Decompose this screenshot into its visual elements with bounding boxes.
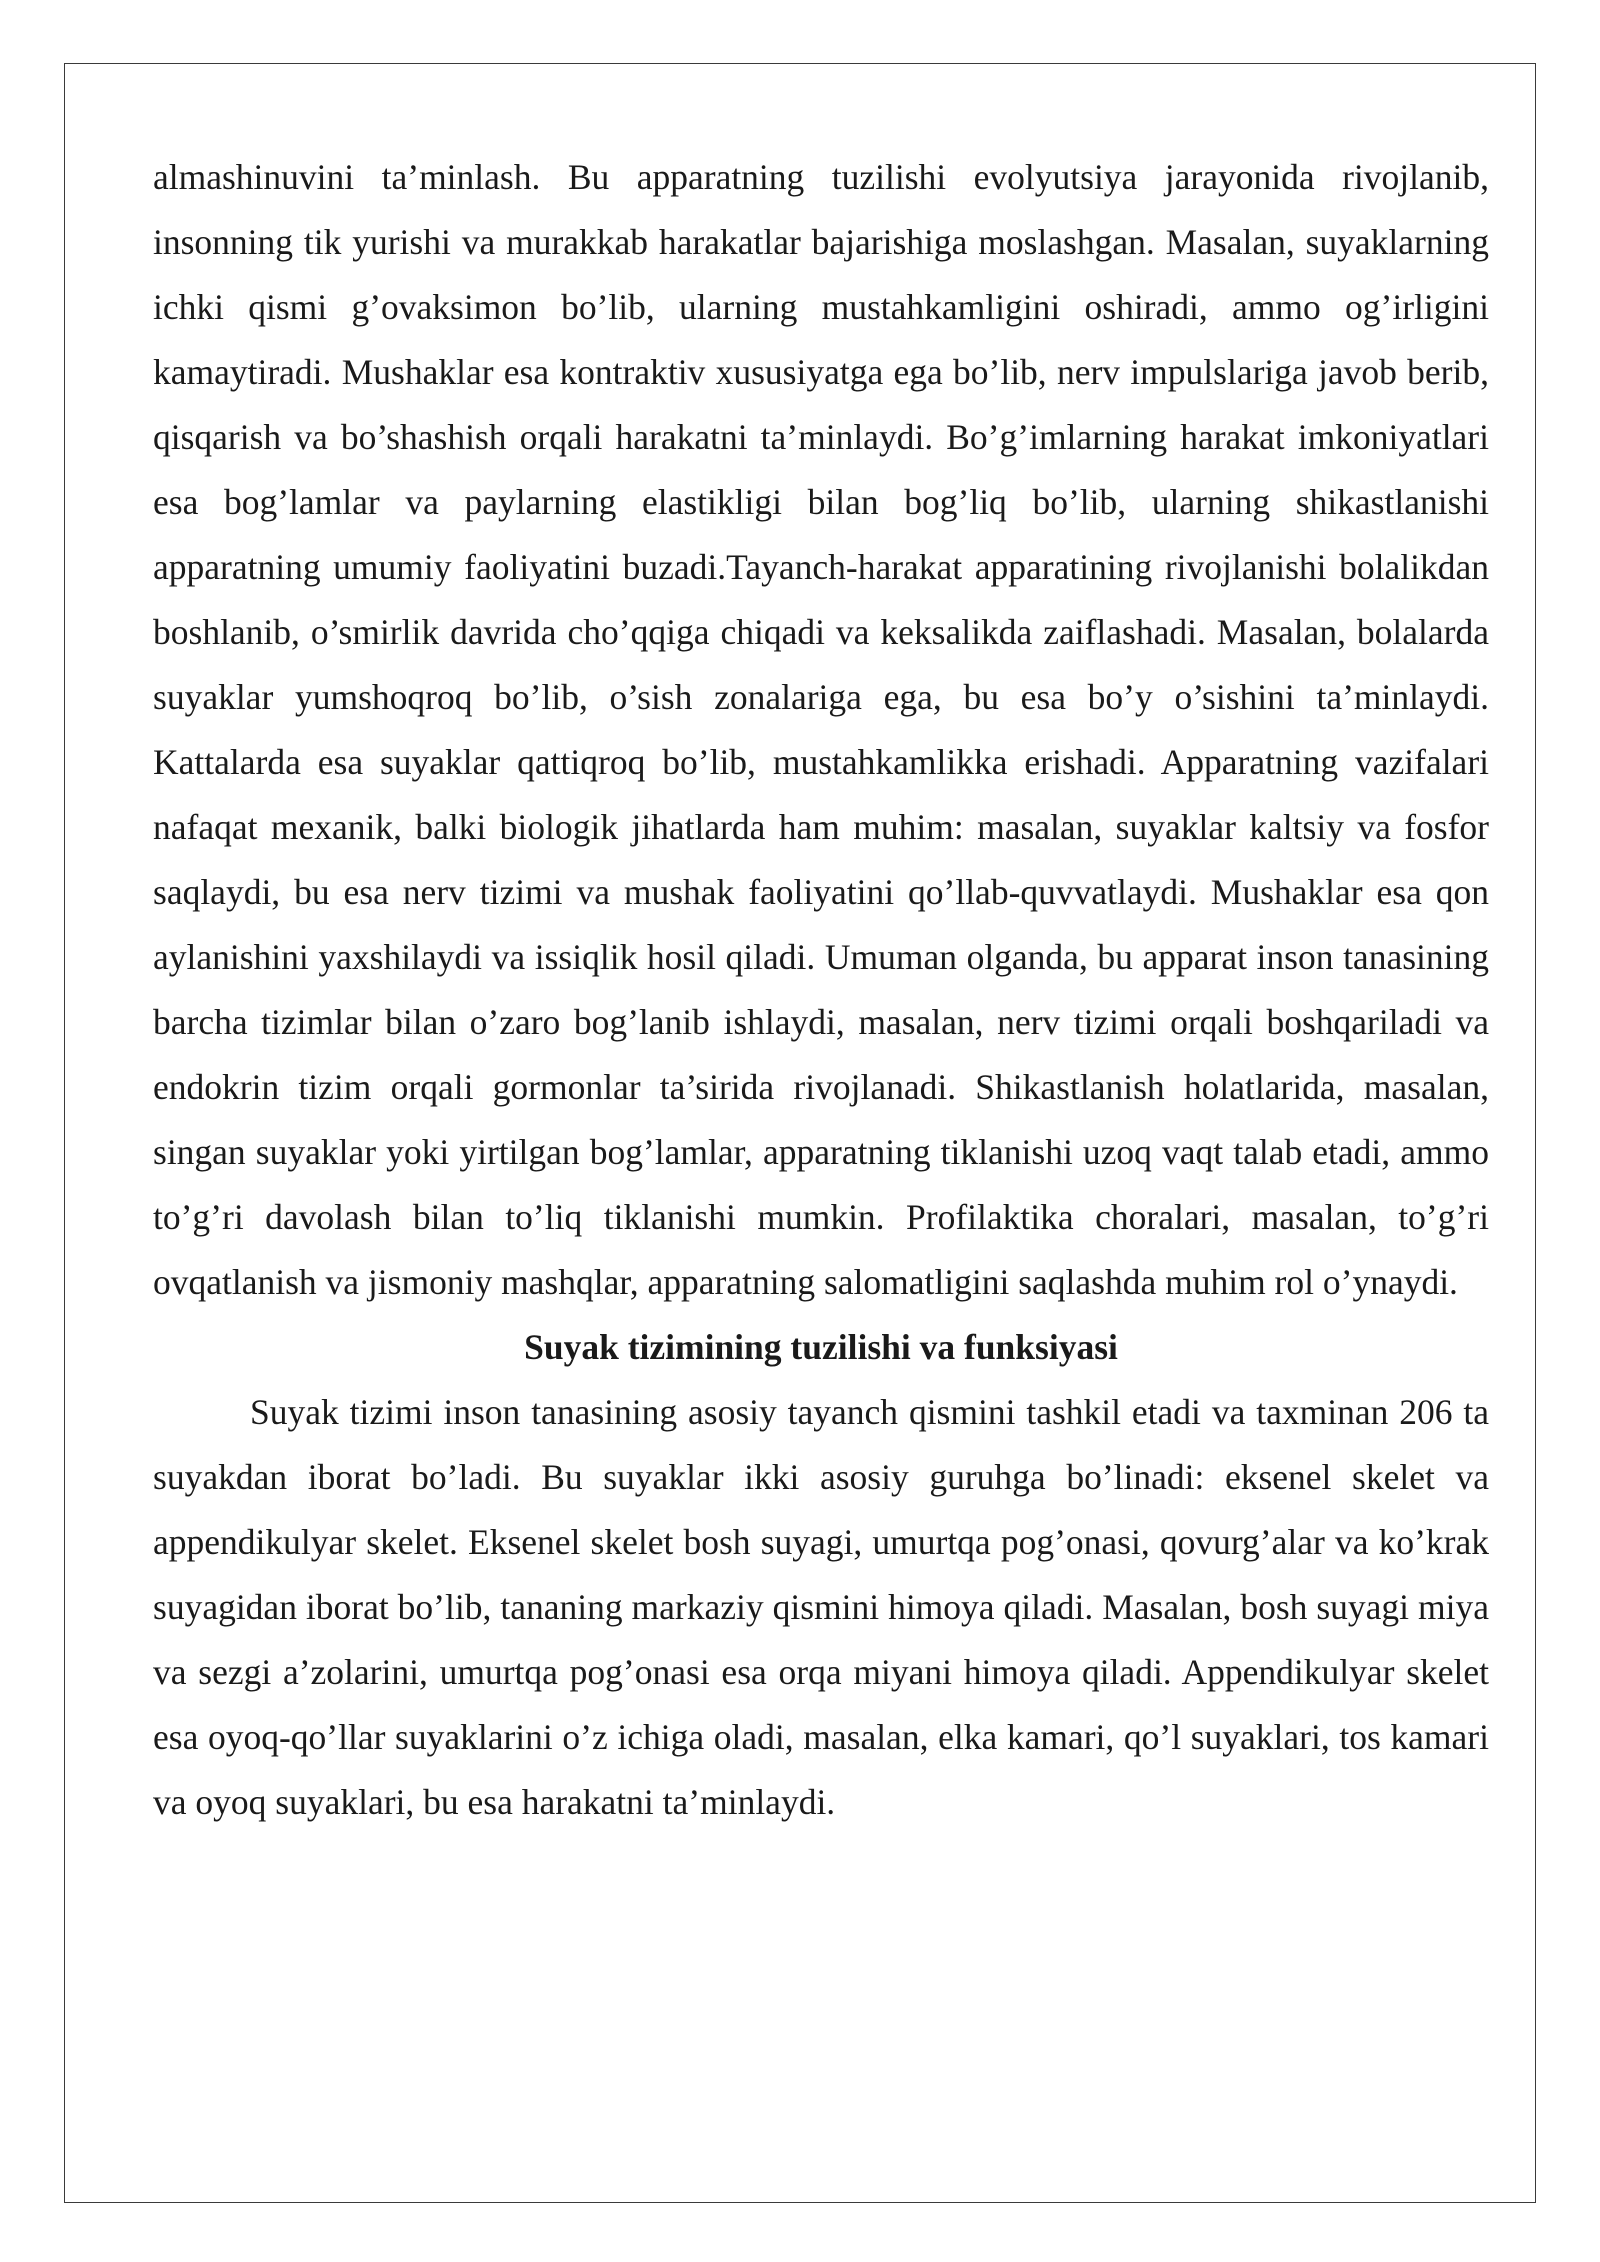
section-heading: Suyak tizimining tuzilishi va funksiyasi: [524, 1327, 1118, 1367]
document-body: [153, 145, 1489, 1835]
paragraph-continuation: almashinuvini ta’minlash. Bu apparatning tuzilishi evolyutsiya jarayonida rivojlanib, insonning tik yurishi va murakkab harakatlar bajarishiga moslashgan. Masalan, suyaklarning ichki qismi g’ovaksimon bo’lib, ularning mustahkamligini oshiradi, ammo og’irligini kamaytiradi. Mushaklar esa kontraktiv xususiyatga ega bo’lib, nerv impulslariga javob berib, qisqarish va bo’shashish orqali harakatni ta’minlaydi. Bo’g’imlarning harakat imkoniyatlari esa bog’lamlar va paylarning elastikligi bilan bog’liq bo’lib, ularning shikastlanishi apparatning umumiy faoliyatini buzadi.Tayanch-harakat apparatining rivojlanishi bolalikdan boshlanib, o’smirlik davrida cho’qqiga chiqadi va keksalikda zaiflashadi. Masalan, bolalarda suyaklar yumshoqroq bo’lib, o’sish zonalariga ega, bu esa bo’y o’sishini ta’minlaydi. Kattalarda esa suyaklar qattiqroq bo’lib, mustahkamlikka erishadi. Apparatning vazifalari nafaqat mexanik, balki biologik jihatlarda ham muhim: masalan, suyaklar kaltsiy va fosfor saqlaydi, bu esa nerv tizimi va mushak faoliyatini qo’llab-quvvatlaydi. Mushaklar esa qon aylanishini yaxshilaydi va issiqlik hosil qiladi. Umuman olganda, bu apparat inson tanasining barcha tizimlar bilan o’zaro bog’lanib ishlaydi, masalan, nerv tizimi orqali boshqariladi va endokrin tizim orqali gormonlar ta’sirida rivojlanadi. Shikastlanish holatlarida, masalan, singan suyaklar yoki yirtilgan bog’lamlar, apparatning tiklanishi uzoq vaqt talab etadi, ammo to’g’ri davolash bilan to’liq tiklanishi mumkin. Profilaktika choralari, masalan, to’g’ri ovqatlanish va jismoniy mashqlar, apparatning salomatligini saqlashda muhim rol o’ynaydi.: [153, 157, 1489, 1302]
paragraph-section: Suyak tizimi inson tanasining asosiy tayanch qismini tashkil etadi va taxminan 206 ta suyakdan iborat bo’ladi. Bu suyaklar ikki asosiy guruhga bo’linadi: eksenel skelet va appendikulyar skelet. Eksenel skelet bosh suyagi, umurtqa pog’onasi, qovurg’alar va ko’krak suyagidan iborat bo’lib, tananing markaziy qismini himoya qiladi. Masalan, bosh suyagi miya va sezgi a’zolarini, umurtqa pog’onasi esa orqa miyani himoya qiladi. Appendikulyar skelet esa oyoq-qo’llar suyaklarini o’z ichiga oladi, masalan, elka kamari, qo’l suyaklari, tos kamari va oyoq suyaklari, bu esa harakatni ta’minlaydi.: [153, 1392, 1489, 1822]
